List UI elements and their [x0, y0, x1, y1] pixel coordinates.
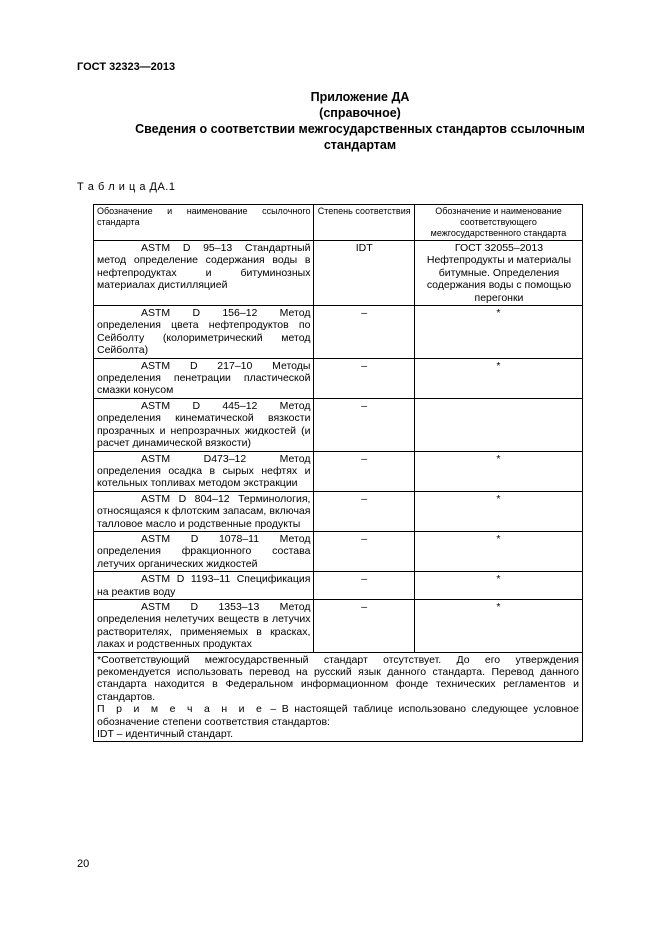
degree-cell: –: [314, 398, 414, 451]
degree-cell: –: [314, 306, 414, 359]
table-row: [94, 398, 583, 451]
table-row: [94, 491, 583, 531]
table-row: [94, 531, 583, 571]
correspondence-table: [93, 204, 583, 742]
degree-cell: –: [314, 531, 414, 571]
table-row: [94, 306, 583, 359]
table-caption: Т а б л и ц а ДА.1: [77, 181, 176, 193]
ref-standard-cell: ASTM D 217–10 Методы определения пенетрации пластической смазки конусом: [94, 358, 314, 398]
header-degree: Степень соответствия: [314, 205, 414, 241]
footnote: *Соответствующий межгосударственный стандарт отсутствует. До его утверждения рекомендуется использовать перевод на русский язык данного стандарта. Перевод данного стандарта находится в Федеральном информационном фонде технических регламентов и стандартов.: [97, 653, 579, 703]
table-row: [94, 358, 583, 398]
table-row: [94, 572, 583, 600]
page-number: 20: [77, 858, 90, 870]
ref-standard-cell: ASTM D 1078–11 Метод определения фракционного состава летучих органических жидкостей: [94, 531, 314, 571]
table-header-row: [94, 205, 583, 241]
degree-cell: –: [314, 451, 414, 491]
gost-cell: *: [414, 451, 582, 491]
table-notes: [94, 652, 583, 742]
gost-cell: *: [414, 531, 582, 571]
gost-cell: [414, 398, 582, 451]
degree-cell: IDT: [314, 241, 414, 306]
table-row: [94, 241, 583, 306]
note-idt: IDT – идентичный стандарт.: [97, 728, 234, 741]
degree-cell: –: [314, 599, 414, 652]
degree-cell: –: [314, 358, 414, 398]
header-ref-standard: Обозначение и наименование ссылочного стандарта: [94, 205, 314, 241]
table-row: [94, 599, 583, 652]
table-notes-row: [94, 652, 583, 742]
degree-cell: –: [314, 572, 414, 600]
ref-standard-cell: ASTM D 1193–11 Спецификация на реактив воду: [94, 572, 314, 600]
gost-cell: *: [414, 358, 582, 398]
gost-cell: *: [414, 491, 582, 531]
appendix-subtitle: (справочное): [319, 106, 401, 120]
appendix-title: Приложение ДА: [310, 90, 410, 104]
gost-cell: *: [414, 306, 582, 359]
appendix-heading-cont: стандартам: [323, 138, 397, 152]
ref-standard-cell: ASTM D 95–13 Стандартный метод определение содержания воды в нефтепродуктах и битуминозных материалах дистилляцией: [94, 241, 314, 306]
note-text: – В настоящей таблице использовано следующее условное обозначение степени соответствия стандартов:: [97, 703, 579, 728]
gost-cell: *: [414, 572, 582, 600]
gost-cell: *: [414, 599, 582, 652]
appendix-heading: Сведения о соответствии межгосударственных стандартов ссылочным: [135, 122, 585, 136]
table-row: [94, 451, 583, 491]
header-gost: Обозначение и наименование соответствующего межгосударственного стандарта: [414, 205, 582, 241]
ref-standard-cell: ASTM D 156–12 Метод определения цвета нефтепродуктов по Сейболту (колориметрический метод Сейболта): [94, 306, 314, 359]
note: [97, 703, 579, 728]
note-label: П р и м е ч а н и е: [97, 703, 265, 716]
gost-cell: [414, 241, 582, 306]
ref-standard-cell: ASTM D 1353–13 Метод определения нелетучих веществ в летучих растворителях, применяемых в красках, лаках и родственных продуктах: [94, 599, 314, 652]
ref-standard-cell: ASTM D473–12 Метод определения осадка в сырых нефтях и котельных топливах методом экстракции: [94, 451, 314, 491]
degree-cell: –: [314, 491, 414, 531]
document-id: ГОСТ 32323—2013: [77, 61, 176, 73]
gost-cell-text: ГОСТ 32055–2013 Нефтепродукты и материалы битумные. Определения содержания воды с помощью перегонки: [426, 242, 572, 304]
ref-standard-cell: ASTM D 445–12 Метод определения кинематической вязкости прозрачных и непрозрачных жидкостей (и расчет динамической вязкости): [94, 398, 314, 451]
ref-standard-cell: ASTM D 804–12 Терминология, относящаяся к флотским запасам, включая талловое масло и родственные продукты: [94, 491, 314, 531]
